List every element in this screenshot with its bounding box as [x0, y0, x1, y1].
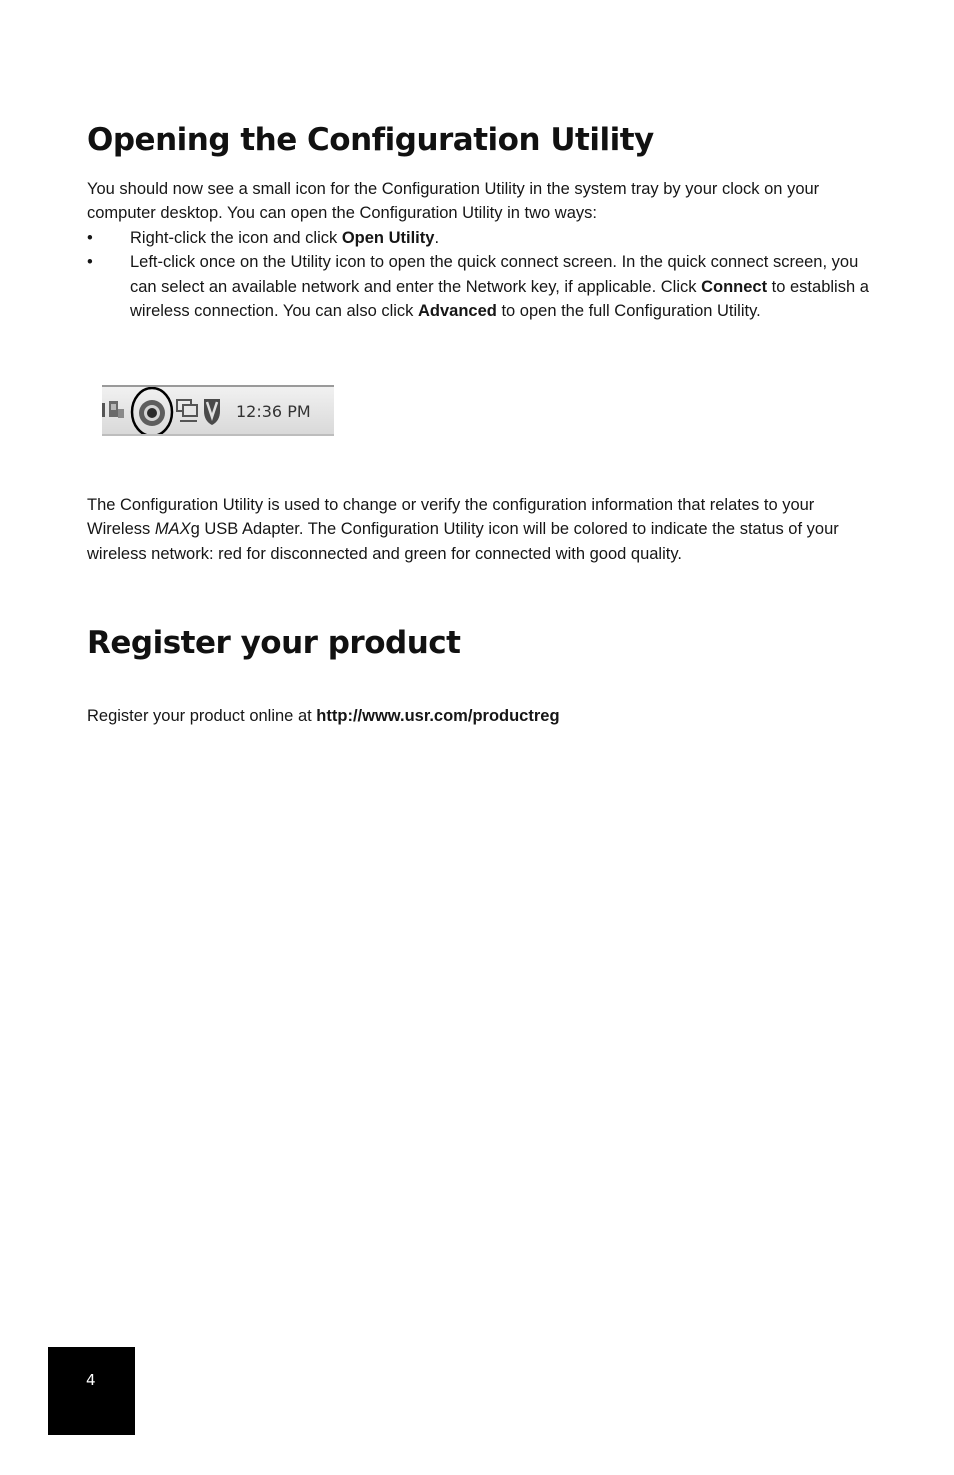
section-heading-register: Register your product: [87, 625, 461, 661]
bullet-text: Right-click the icon and click: [130, 229, 342, 247]
bullet-text-mid: to establish a wireless connection. You can also click: [130, 277, 869, 320]
list-item: [87, 250, 877, 323]
page-number-box: [48, 1347, 135, 1435]
bullet-text-end: .: [434, 229, 440, 247]
volume-icon: [102, 401, 124, 418]
register-text: Register your product online at: [87, 707, 317, 725]
system-tray-screenshot: [102, 385, 334, 436]
connect-term: Connect: [701, 277, 768, 296]
list-item: [87, 226, 877, 250]
bullet-text-end: to open the full Configuration Utility.: [496, 301, 761, 320]
config-utility-icon: [139, 400, 165, 426]
bullet-marker: •: [87, 229, 93, 247]
shield-icon: [204, 399, 220, 425]
network-icon: [177, 400, 197, 421]
status-text-end: g USB Adapter. The Configuration Utility icon will be colored to indicate the status of your wireless network: red for disconnected and green for connected with good quality.: [87, 520, 839, 563]
registration-link[interactable]: http://www.usr.com/productreg: [316, 707, 560, 725]
tray-clock: 12:36 PM: [236, 402, 311, 421]
register-paragraph: [87, 704, 877, 728]
bullet-marker: •: [87, 253, 93, 272]
status-text-start: The Configuration Utility is used to change or verify the configuration information that relates to your Wireless: [87, 496, 815, 539]
bullet-text: Left-click once on the Utility icon to open the quick connect screen. In the quick connect screen, you can select an available network and enter the Network key, if applicable. Click: [130, 253, 859, 296]
status-paragraph: [87, 493, 877, 566]
intro-paragraph: You should now see a small icon for the Configuration Utility in the system tray by your clock on your computer desktop. You can open the Configuration Utility in two ways:: [87, 180, 820, 223]
page-number: 4: [86, 1371, 96, 1389]
open-utility-term: Open Utility: [341, 229, 435, 247]
advanced-term: Advanced: [418, 301, 497, 320]
section-heading-configuration: Opening the Configuration Utility: [87, 122, 654, 158]
open-methods-list: [87, 226, 877, 323]
brand-max: MAX: [154, 520, 191, 539]
